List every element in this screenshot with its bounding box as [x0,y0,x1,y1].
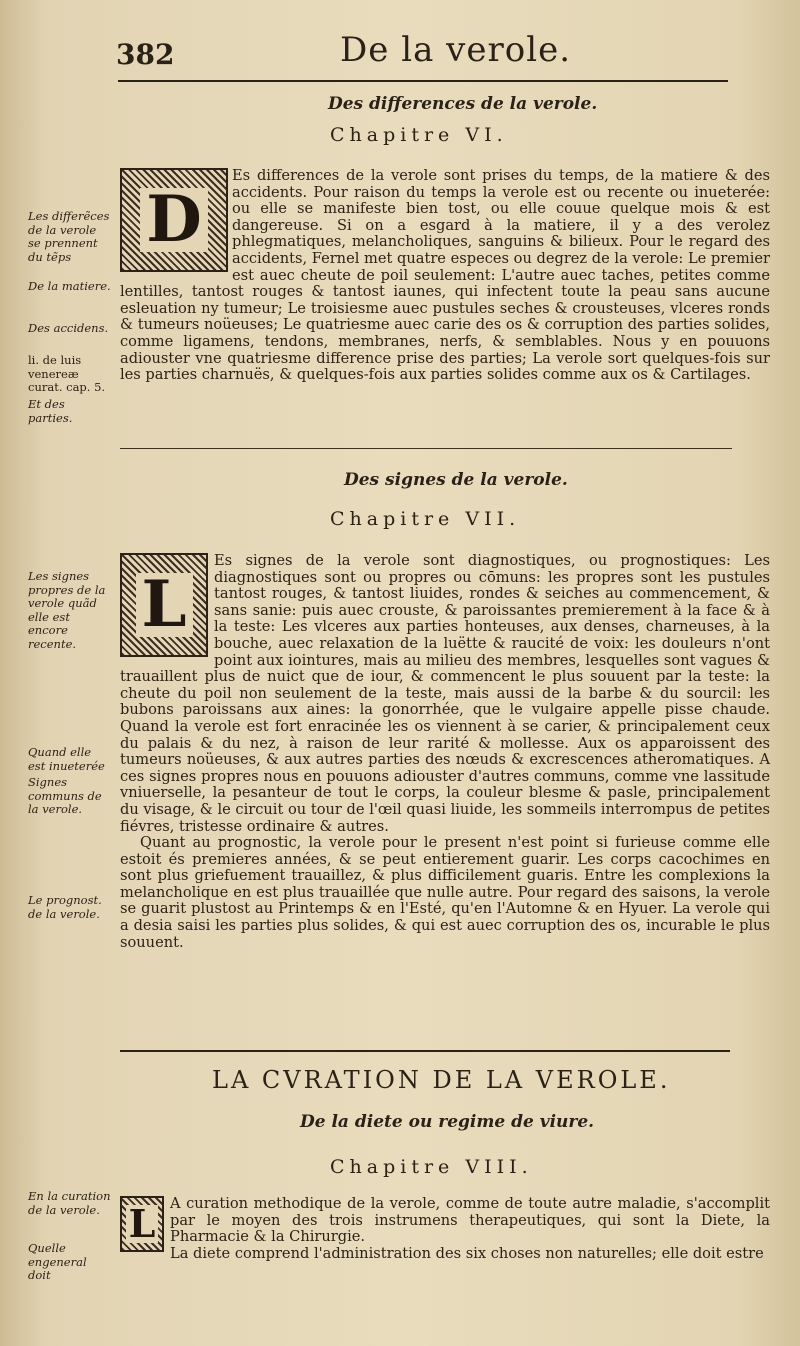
running-head: De la verole. [340,30,571,70]
page-number: 382 [116,38,175,71]
chapter-7-signs-paragraph: Es signes de la verole sont diagnostiques, ou prognostiques: Les diagnostiques sont ou propres ou cōmuns: les propres sont les pustules tantost rouges, & tantost liuides, rondes & seiches au commencement, & sans sanie: puis auec crouste, & paroissantes premierement à la face & à la teste: Les vlceres aux parties honteuses, aux denses, charneuses, à la bouche, auec relaxation de la luëtte & raucité de voix: les douleurs n'ont point aux iointures, mais au milieu des membres, lesquelles sont vagues & trauaillent plus de nuict que de iour, & commencent le plus souuent par la teste: la cheute du poil non seulement de la teste, mais aussi de la barbe & du sourcil: les bubons paroissans aux aines: la gonorrhée, que le vulgaire appelle pisse chaude. Quand la verole est fort enracinée les os viennent à se carier, & principalement ceux du palais & du nez, à raison de leur rarité & mollesse. Aux os apparoissent des tumeurs noüeuses, & aux autres parties des nœuds & excrescences atheromatiques. A ces signes propres nous en pouuons adiouster d'autres communs, comme vne lassitude vniuerselle, la pesanteur de tout le corps, la couleur blesme & pasle, principalement du visage, & le circuit ou tour de l'œil quasi liuide, les sommeils interrompus de petites fiévres, tristesse ordinaire & autres. [120,552,770,835]
header-rule [118,80,728,82]
chapter-heading-6: Chapitre VI. [330,124,508,146]
section-title-diete: De la diete ou regime de viure. [300,1112,595,1132]
chapter-6-text [120,168,770,384]
chapter-8-diete-line: La diete comprend l'administration des six choses non naturelles; elle doit estre [170,1244,764,1262]
margin-note-parties: Et des parties. [28,397,73,425]
chapter-heading-7: Chapitre VII. [330,508,521,530]
chapter-heading-8: Chapitre VIII. [330,1156,533,1178]
drop-cap-space [120,553,214,653]
section-title-differences: Des differences de la verole. [328,94,598,114]
chapter-7-text [120,553,770,951]
drop-cap-d: D [120,168,228,272]
drop-cap-l-small: L [120,1196,164,1252]
section-rule-2 [120,1050,730,1052]
margin-note-prognostic: Le prognost. de la verole. [28,893,102,921]
chapter-6-paragraph: Es differences de la verole sont prises du temps, de la matiere & des accidents. Pour raison du temps la verole est ou recente ou inueterée: ou elle se manifeste bien tost, ou elle couue quelque mois & est dangereuse. Si on a esgard à la matiere, il y a des verolez phlegmatiques, melancholiques, sanguins & bilieux. Pour le regard des accidents, Fernel met quatre especes ou degrez de la verole: Le premier est auec cheute de poil seulement: L'autre auec taches, petites comme lentilles, tantost rouges & tantost iaunes, qui infectent toute la peau sans aucune esleuation ny tumeur; Le troisiesme auec pustules seches & crousteuses, vlceres ronds & tumeurs noüeuses; Le quatriesme auec carie des os & corruption des parties solides, comme ligamens, tendons, membranes, nerfs, & semblables. Nous y en pouuons adiouster vne quatriesme difference prise des parties; La verole sort quelques-fois sur les parties charnuës, & quelques-fois aux parties solides comme aux os & Cartilages. [120,167,770,384]
curation-title: LA CVRATION DE LA VEROLE. [212,1066,671,1094]
margin-note-differences: Les differẽces de la verole se prennent du tẽps [28,209,110,264]
margin-note-matiere: De la matiere. [28,279,111,293]
margin-note-reference: li. de luis venereæ curat. cap. 5. [28,353,106,394]
margin-note-accidents: Des accidens. [28,321,109,335]
section-rule-1 [120,448,732,449]
drop-cap-space [120,168,232,268]
chapter-7-prognostic-paragraph: Quant au prognostic, la verole pour le present n'est point si furieuse comme elle estoit és premieres années, & se peut entierement guarir. Les corps cacochimes en sont plus griefuement trauaillez, & plus difficilement guaris. Entre les complexions la melancholique en est plus trauaillée que nulle autre. Pour regard des saisons, la verole se guarit plustost au Printemps & en l'Esté, qu'en l'Automne & en Hyuer. La verole qui a desia saisi les parties plus solides, & qui est auec corruption des os, incurable le plus souuent. [120,834,770,951]
drop-cap-space [120,1196,170,1246]
chapter-8-paragraph: A curation methodique de la verole, comme de toute autre maladie, s'accomplit par le moyen des trois instrumens therapeutiques, qui sont la Diete, la Pharmacie & la Chirurgie. [170,1195,770,1246]
margin-note-inueteree: Quand elle est inueterée [28,745,105,773]
drop-cap-l: L [120,553,208,657]
chapter-8-text [120,1196,770,1262]
margin-note-signes-propres: Les signes propres de la verole quãd elle est encore recente. [28,569,106,651]
section-title-signes: Des signes de la verole. [344,470,568,490]
margin-note-curation: En la curation de la verole. [28,1189,111,1217]
margin-note-diete: Quelle engeneral doit [28,1241,87,1282]
margin-note-signes-communs: Signes communs de la verole. [28,775,102,816]
